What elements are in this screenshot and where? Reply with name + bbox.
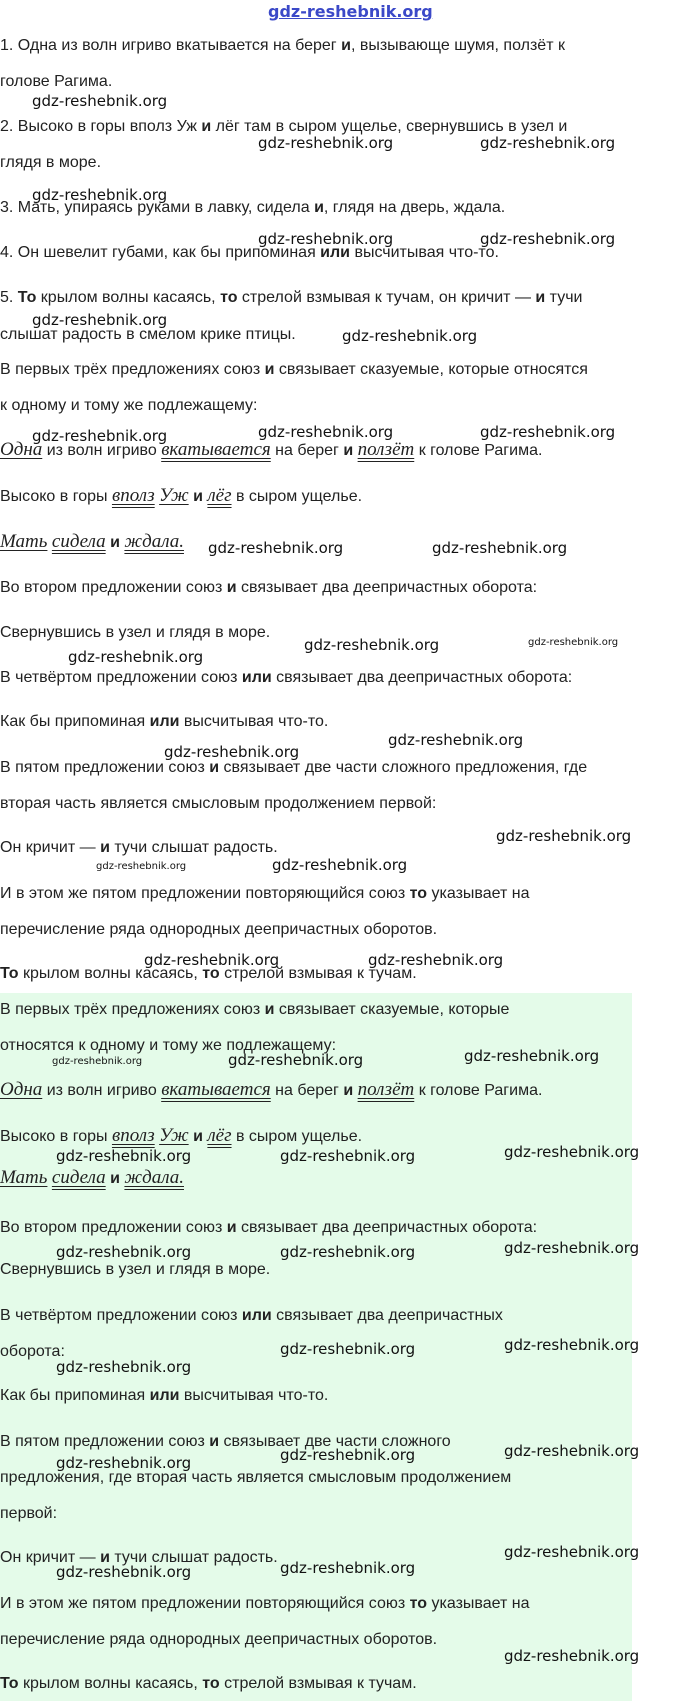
text: 1. Одна из волн игриво вкатывается на берег xyxy=(0,37,342,54)
watermark: gdz-reshebnik.org xyxy=(496,827,632,845)
sentence-4 xyxy=(0,243,499,263)
expl-p3-example-green xyxy=(0,1386,328,1406)
expl-p1 xyxy=(0,360,588,380)
text: В четвёртом предложении союз xyxy=(0,669,242,686)
watermark: gdz-reshebnik.org xyxy=(56,1147,192,1165)
watermark: gdz-reshebnik.org xyxy=(528,637,619,648)
text: Высоко в горы xyxy=(0,1128,112,1145)
example-2 xyxy=(0,486,362,507)
conjunction: То xyxy=(17,289,37,306)
watermark: gdz-reshebnik.org xyxy=(96,861,187,872)
text: , вызывающе шумя, ползёт к xyxy=(350,37,565,54)
watermark: gdz-reshebnik.org xyxy=(144,951,280,969)
expl-p5-green xyxy=(0,1594,530,1614)
conjunction: и xyxy=(100,1549,110,1566)
watermark: gdz-reshebnik.org xyxy=(32,186,168,204)
watermark: gdz-reshebnik.org xyxy=(280,1340,416,1358)
expl-p5 xyxy=(0,884,530,904)
text: к голове Рагима. xyxy=(414,442,543,459)
watermark: gdz-reshebnik.org xyxy=(68,648,204,666)
watermark: gdz-reshebnik.org xyxy=(432,539,568,557)
predicate: лёг xyxy=(207,485,232,506)
conjunction: то xyxy=(202,965,220,982)
text: связывает сказуемые, которые xyxy=(274,1001,510,1018)
text: 3. Мать, упираясь руками в лавку, сидела xyxy=(0,199,315,216)
text: В пятом предложении союз xyxy=(0,1433,210,1450)
watermark: gdz-reshebnik.org xyxy=(304,636,440,654)
conjunction: и xyxy=(226,1219,237,1236)
expl-p1b: к одному и тому же подлежащему: xyxy=(0,397,258,414)
conjunction: и xyxy=(209,1433,220,1450)
watermark: gdz-reshebnik.org xyxy=(480,423,616,441)
watermark: gdz-reshebnik.org xyxy=(504,1647,640,1665)
watermark: gdz-reshebnik.org xyxy=(32,92,168,110)
expl-p4 xyxy=(0,758,587,778)
watermark: gdz-reshebnik.org xyxy=(208,539,344,557)
text: В первых трёх предложениях союз xyxy=(0,361,265,378)
conjunction: и xyxy=(264,1001,275,1018)
predicate: вполз xyxy=(111,1125,155,1146)
predicate: ждала. xyxy=(124,531,184,552)
expl-p5-example-green xyxy=(0,1674,417,1694)
text: крылом волны касаясь, xyxy=(36,289,221,306)
expl-p2 xyxy=(0,578,537,598)
text: Он кричит — xyxy=(0,839,101,856)
text: стрелой взмывая к тучам. xyxy=(219,1675,417,1692)
expl-p2-example: Свернувшись в узел и глядя в море. xyxy=(0,624,271,641)
example-3 xyxy=(0,532,184,553)
watermark: gdz-reshebnik.org xyxy=(504,1442,640,1460)
watermark: gdz-reshebnik.org xyxy=(272,856,408,874)
text: связывает две части сложного xyxy=(219,1433,451,1450)
text: связывает две части сложного предложения, где xyxy=(219,759,588,776)
text: 4. Он шевелит губами, как бы припоминая xyxy=(0,244,321,261)
text: на берег xyxy=(270,1082,344,1099)
watermark: gdz-reshebnik.org xyxy=(368,951,504,969)
text: тучи слышат радость. xyxy=(109,839,278,856)
text: связывает два деепричастных оборота: xyxy=(236,579,538,596)
watermark: gdz-reshebnik.org xyxy=(504,1543,640,1561)
text: в сыром ущелье. xyxy=(231,1128,363,1145)
conjunction: и xyxy=(343,1082,354,1099)
example-1-green xyxy=(0,1080,542,1101)
predicate: сидела xyxy=(51,1167,106,1188)
watermark: gdz-reshebnik.org xyxy=(280,1446,416,1464)
predicate: вкатывается xyxy=(161,1079,271,1100)
conjunction: и xyxy=(341,37,351,54)
text: 5. xyxy=(0,289,18,306)
conjunction: или xyxy=(241,1307,272,1324)
conjunction: и xyxy=(193,1128,203,1145)
text: к голове Рагима. xyxy=(414,1082,543,1099)
watermark: gdz-reshebnik.org xyxy=(56,1358,192,1376)
watermark: gdz-reshebnik.org xyxy=(32,427,168,445)
watermark: gdz-reshebnik.org xyxy=(280,1147,416,1165)
predicate: ползёт xyxy=(357,439,415,460)
text: Во втором предложении союз xyxy=(0,579,227,596)
conjunction: то xyxy=(220,289,238,306)
conjunction: то xyxy=(202,1675,220,1692)
text: высчитывая что-то. xyxy=(350,244,499,261)
text: Он кричит — xyxy=(0,1549,101,1566)
sentence-1-line-1 xyxy=(0,36,565,56)
watermark: gdz-reshebnik.org xyxy=(228,1051,364,1069)
expl-p5b: перечисление ряда однородных деепричастных оборотов. xyxy=(0,921,438,938)
watermark: gdz-reshebnik.org xyxy=(504,1143,640,1161)
watermark: gdz-reshebnik.org xyxy=(56,1243,192,1261)
predicate: вкатывается xyxy=(161,439,271,460)
text: связывает два деепричастных оборота: xyxy=(271,669,573,686)
conjunction: и xyxy=(343,442,354,459)
text: связывает два деепричастных оборота: xyxy=(236,1219,538,1236)
example-2-green xyxy=(0,1126,362,1147)
conjunction: или xyxy=(149,713,180,730)
conjunction: и xyxy=(110,1170,120,1187)
conjunction: и xyxy=(314,199,324,216)
conjunction: или xyxy=(149,1387,180,1404)
conjunction: и xyxy=(535,289,546,306)
text: крылом волны касаясь, xyxy=(18,1675,203,1692)
sentence-2-line-2: глядя в море. xyxy=(0,154,102,171)
text: Как бы припоминая xyxy=(0,713,150,730)
watermark: gdz-reshebnik.org xyxy=(480,134,616,152)
text: крылом волны касаясь, xyxy=(18,965,203,982)
conjunction: или xyxy=(320,244,351,261)
conjunction: То xyxy=(0,965,19,982)
watermark: gdz-reshebnik.org xyxy=(504,1239,640,1257)
text: лёг там в сыром ущелье, свернувшись в узел и xyxy=(211,118,568,135)
conjunction: То xyxy=(0,1675,19,1692)
expl-p3-example xyxy=(0,712,328,732)
expl-p5b-green: перечисление ряда однородных деепричастных оборотов. xyxy=(0,1631,438,1648)
expl-p3 xyxy=(0,668,572,688)
text: указывает на xyxy=(427,885,530,902)
predicate: лёг xyxy=(207,1125,232,1146)
expl-p4-green-2: предложения, где вторая часть является смысловым продолжением xyxy=(0,1469,512,1486)
example-3-green xyxy=(0,1168,184,1189)
conjunction: и xyxy=(209,759,220,776)
conjunction: и xyxy=(201,118,212,135)
watermark: gdz-reshebnik.org xyxy=(280,1559,416,1577)
predicate: ползёт xyxy=(357,1079,415,1100)
watermark: gdz-reshebnik.org xyxy=(56,1454,192,1472)
watermark: gdz-reshebnik.org xyxy=(388,731,524,749)
text: в сыром ущелье. xyxy=(231,488,363,505)
subject: Одна xyxy=(0,439,43,460)
sentence-1-line-2: голове Рагима. xyxy=(0,73,113,90)
watermark: gdz-reshebnik.org xyxy=(342,327,478,345)
watermark: gdz-reshebnik.org xyxy=(258,230,394,248)
subject: Одна xyxy=(0,1079,43,1100)
text: из волн игриво xyxy=(42,1082,162,1099)
text: , глядя на дверь, ждала. xyxy=(323,199,506,216)
watermark: gdz-reshebnik.org xyxy=(32,311,168,329)
text: стрелой взмывая к тучам, он кричит — xyxy=(237,289,536,306)
watermark: gdz-reshebnik.org xyxy=(480,230,616,248)
conjunction: то xyxy=(409,885,428,902)
expl-p1-green-1 xyxy=(0,1000,509,1020)
expl-p4-green-3: первой: xyxy=(0,1505,58,1522)
expl-p4-example xyxy=(0,838,278,858)
subject: Уж xyxy=(159,1125,189,1146)
watermark: gdz-reshebnik.org xyxy=(258,134,394,152)
watermark: gdz-reshebnik.org xyxy=(52,1056,143,1067)
text: В первых трёх предложениях союз xyxy=(0,1001,265,1018)
text: стрелой взмывая к тучам. xyxy=(219,965,417,982)
text: В пятом предложении союз xyxy=(0,759,210,776)
conjunction: и xyxy=(264,361,275,378)
text: Во втором предложении союз xyxy=(0,1219,227,1236)
text: связывает сказуемые, которые относятся xyxy=(274,361,588,378)
text: высчитывая что-то. xyxy=(179,713,329,730)
subject: Уж xyxy=(159,485,189,506)
expl-p1-green-2: относятся к одному и тому же подлежащему: xyxy=(0,1037,337,1054)
conjunction: или xyxy=(241,669,272,686)
conjunction: и xyxy=(226,579,237,596)
watermark: gdz-reshebnik.org xyxy=(464,1047,600,1065)
expl-p3-green-1 xyxy=(0,1306,503,1326)
watermark: gdz-reshebnik.org xyxy=(258,423,394,441)
predicate: ждала. xyxy=(124,1167,184,1188)
conjunction: и xyxy=(100,839,110,856)
conjunction: то xyxy=(409,1595,428,1612)
expl-p2-example-green: Свернувшись в узел и глядя в море. xyxy=(0,1261,271,1278)
text: Высоко в горы xyxy=(0,488,112,505)
text: указывает на xyxy=(427,1595,530,1612)
text: на берег xyxy=(270,442,344,459)
sentence-5-line-1 xyxy=(0,288,582,308)
predicate: сидела xyxy=(51,531,106,552)
watermark: gdz-reshebnik.org xyxy=(504,1336,640,1354)
watermark: gdz-reshebnik.org xyxy=(164,743,300,761)
watermark: gdz-reshebnik.org xyxy=(56,1563,192,1581)
expl-p3-green-2: оборота: xyxy=(0,1343,65,1360)
predicate: вполз xyxy=(111,485,155,506)
text: высчитывая что-то. xyxy=(179,1387,329,1404)
text: связывает два деепричастных xyxy=(271,1307,503,1324)
site-watermark[interactable]: gdz-reshebnik.org xyxy=(268,2,433,21)
text: тучи xyxy=(545,289,583,306)
subject: Мать xyxy=(0,531,48,552)
text: В четвёртом предложении союз xyxy=(0,1307,242,1324)
text: И в этом же пятом предложении повторяющийся союз xyxy=(0,885,410,902)
subject: Мать xyxy=(0,1167,48,1188)
text: тучи слышат радость. xyxy=(109,1549,278,1566)
text: Как бы припоминая xyxy=(0,1387,150,1404)
expl-p2-green xyxy=(0,1218,537,1238)
conjunction: и xyxy=(110,534,120,551)
text: 2. Высоко в горы вполз Уж xyxy=(0,118,202,135)
sentence-5-line-2: слышат радость в смелом крике птицы. xyxy=(0,326,296,343)
text: И в этом же пятом предложении повторяющийся союз xyxy=(0,1595,410,1612)
expl-p4b: вторая часть является смысловым продолжением первой: xyxy=(0,795,437,812)
conjunction: и xyxy=(193,488,203,505)
watermark: gdz-reshebnik.org xyxy=(280,1243,416,1261)
text: из волн игриво xyxy=(42,442,162,459)
